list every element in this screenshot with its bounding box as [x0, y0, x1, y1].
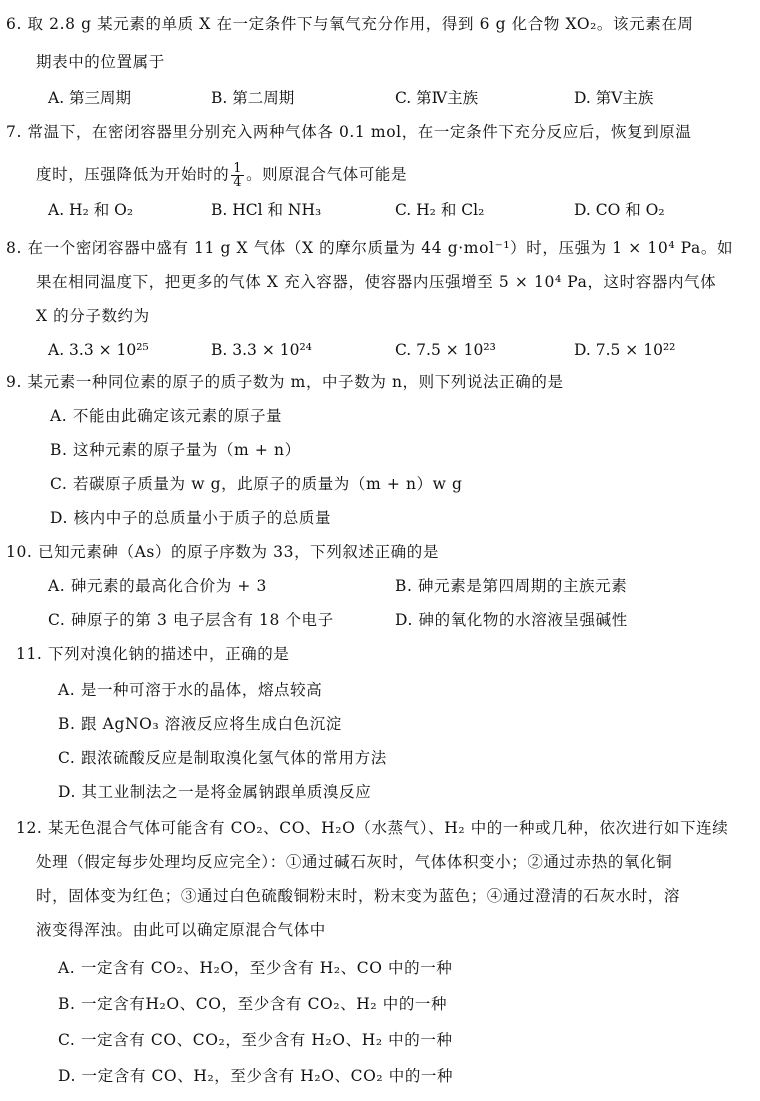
q10-option-d: D. 砷的氧化物的水溶液呈强碱性: [395, 611, 628, 629]
q6-option-d: D. 第Ⅴ主族: [574, 89, 654, 107]
q8-option-c: C. 7.5 × 10²³: [395, 341, 496, 359]
q11-option-b: B. 跟 AgNO₃ 溶液反应将生成白色沉淀: [58, 715, 342, 733]
q6-option-a: A. 第三周期: [48, 89, 132, 107]
q8-option-a: A. 3.3 × 10²⁵: [48, 341, 149, 359]
q9-stem: 9. 某元素一种同位素的原子的质子数为 m，中子数为 n，则下列说法正确的是: [6, 373, 564, 391]
q7-stem-line-2: [36, 162, 407, 189]
q9-option-b: B. 这种元素的原子量为（m + n）: [50, 441, 301, 459]
q10-stem: 10. 已知元素砷（As）的原子序数为 33，下列叙述正确的是: [6, 543, 439, 561]
q9-option-d: D. 核内中子的总质量小于质子的总质量: [50, 509, 332, 527]
q12-option-d: D. 一定含有 CO、H₂，至少含有 H₂O、CO₂ 中的一种: [58, 1067, 454, 1085]
q8-option-d: D. 7.5 × 10²²: [574, 341, 676, 359]
q12-option-a: A. 一定含有 CO₂、H₂O，至少含有 H₂、CO 中的一种: [58, 959, 453, 977]
q12-stem-line-4: 液变得浑浊。由此可以确定原混合气体中: [36, 921, 326, 939]
q11-option-c: C. 跟浓硫酸反应是制取溴化氢气体的常用方法: [58, 749, 387, 767]
q11-stem: 11. 下列对溴化钠的描述中，正确的是: [16, 645, 290, 663]
q7-option-b: B. HCl 和 NH₃: [211, 201, 322, 219]
q6-option-b: B. 第二周期: [211, 89, 295, 107]
q12-stem-line-3: 时，固体变为红色；③通过白色硫酸铜粉末时，粉末变为蓝色；④通过澄清的石灰水时，溶: [36, 887, 681, 905]
q12-stem-line-2: 处理（假定每步处理均反应完全）：①通过碱石灰时，气体体积变小；②通过赤热的氧化铜: [36, 853, 673, 871]
q7-fraction-denominator: 4: [233, 175, 243, 190]
q9-option-c: C. 若碳原子质量为 w g，此原子的质量为（m + n）w g: [50, 475, 463, 493]
q8-stem-line-3: X 的分子数约为: [36, 307, 150, 325]
q7-fraction-numerator: 1: [233, 161, 243, 176]
q7-option-a: A. H₂ 和 O₂: [48, 201, 134, 219]
q7-option-c: C. H₂ 和 Cl₂: [395, 201, 485, 219]
q8-option-b: B. 3.3 × 10²⁴: [211, 341, 312, 359]
q7-option-d: D. CO 和 O₂: [574, 201, 665, 219]
q7-stem-text-pre: 度时，压强降低为开始时的: [36, 165, 230, 184]
q8-stem-line-2: 果在相同温度下，把更多的气体 X 充入容器，使容器内压强增至 5 × 10⁴ Pa，这时容器内气体: [36, 273, 717, 291]
q11-option-d: D. 其工业制法之一是将金属钠跟单质溴反应: [58, 783, 372, 801]
q12-option-c: C. 一定含有 CO、CO₂，至少含有 H₂O、H₂ 中的一种: [58, 1031, 453, 1049]
q6-stem-line-2: 期表中的位置属于: [36, 53, 165, 71]
q9-option-a: A. 不能由此确定该元素的原子量: [50, 407, 283, 425]
q11-option-a: A. 是一种可溶于水的晶体，熔点较高: [58, 681, 323, 699]
q7-fraction: [231, 162, 244, 189]
q7-stem-line-1: 7. 常温下，在密闭容器里分别充入两种气体各 0.1 mol，在一定条件下充分反应后，恢复到原温: [6, 123, 692, 141]
q10-option-c: C. 砷原子的第 3 电子层含有 18 个电子: [48, 611, 334, 629]
q7-stem-text-post: 。则原混合气体可能是: [246, 165, 408, 184]
q6-option-c: C. 第Ⅳ主族: [395, 89, 479, 107]
q10-option-a: A. 砷元素的最高化合价为 + 3: [48, 577, 267, 595]
q12-option-b: B. 一定含有H₂O、CO，至少含有 CO₂、H₂ 中的一种: [58, 995, 448, 1013]
q12-stem-line-1: 12. 某无色混合气体可能含有 CO₂、CO、H₂O（水蒸气）、H₂ 中的一种或几种，依次进行如下连续: [16, 819, 729, 837]
q6-stem-line-1: 6. 取 2.8 g 某元素的单质 X 在一定条件下与氧气充分作用，得到 6 g 化合物 XO₂。该元素在周: [6, 15, 694, 33]
q10-option-b: B. 砷元素是第四周期的主族元素: [395, 577, 628, 595]
q8-stem-line-1: 8. 在一个密闭容器中盛有 11 g X 气体（X 的摩尔质量为 44 g·mol⁻¹）时，压强为 1 × 10⁴ Pa。如: [6, 239, 734, 257]
